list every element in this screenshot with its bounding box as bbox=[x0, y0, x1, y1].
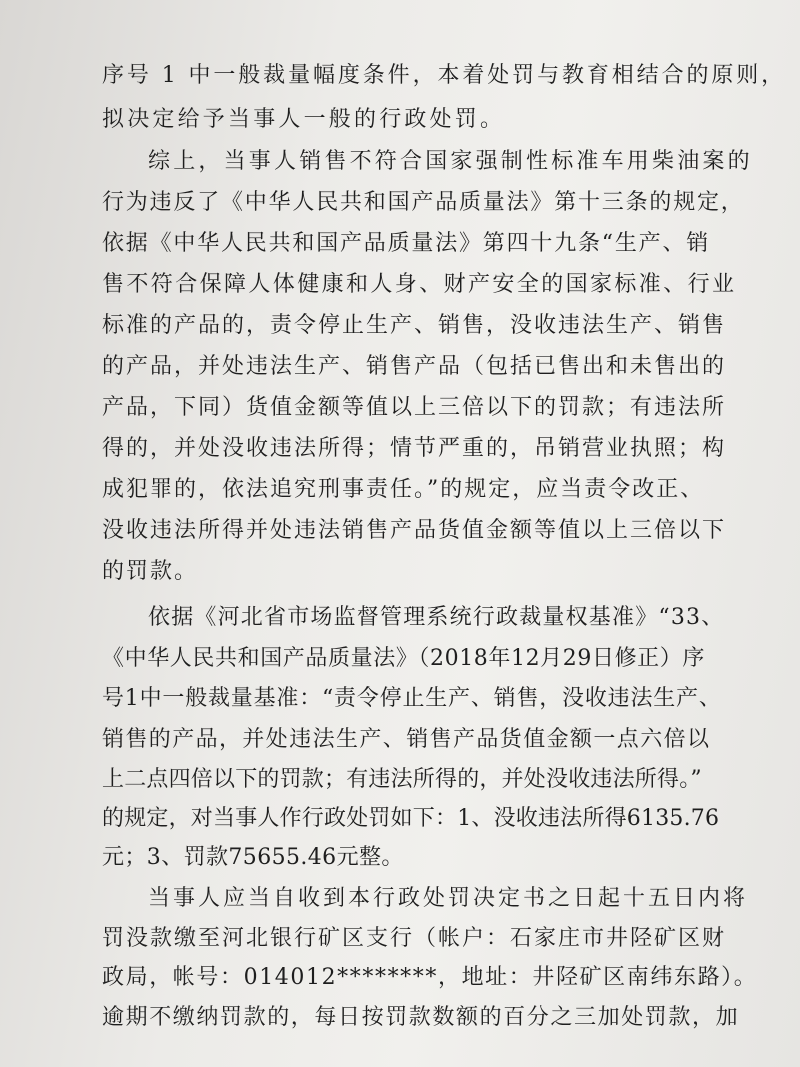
text-line: 没收违法所得并处违法销售产品货值金额等值以上三倍以下 bbox=[102, 518, 727, 543]
text-line: 的罚款。 bbox=[102, 559, 199, 584]
text-line: 依据《中华人民共和国产品质量法》第四十九条“生产、销 bbox=[102, 231, 711, 256]
text-line: 行为违反了《中华人民共和国产品质量法》第十三条的规定， bbox=[102, 190, 745, 215]
text-line: 产品，下同）货值金额等值以上三倍以下的罚款；有违法所 bbox=[102, 395, 727, 420]
text-line: 罚没款缴至河北银行矿区支行（帐户：石家庄市井陉矿区财 bbox=[102, 926, 727, 951]
text-line: 标准的产品的，责令停止生产、销售，没收违法生产、销售 bbox=[102, 313, 727, 338]
text-line: 依据《河北省市场监督管理系统行政裁量权基准》“33、 bbox=[148, 605, 725, 630]
text-line: 的产品，并处违法生产、销售产品（包括已售出和未售出的 bbox=[102, 354, 727, 379]
text-line: 的规定，对当事人作行政处罚如下：1、没收违法所得6135.76 bbox=[102, 806, 720, 831]
text-line: 逾期不缴纳罚款的，每日按罚款数额的百分之三加处罚款，加 bbox=[102, 1005, 740, 1030]
text-line: 综上，当事人销售不符合国家强制性标准车用柴油案的 bbox=[148, 149, 753, 174]
text-line: 销售的产品，并处违法生产、销售产品货值金额一点六倍以 bbox=[102, 727, 711, 752]
text-line: 序号 1 中一般裁量幅度条件，本着处罚与教育相结合的原则， bbox=[102, 63, 787, 88]
text-line: 售不符合保障人体健康和人身、财产安全的国家标准、行业 bbox=[102, 272, 737, 297]
text-line: 拟决定给予当事人一般的行政处罚。 bbox=[102, 107, 506, 132]
text-line: 号1中一般裁量基准：“责令停止生产、销售，没收违法生产、 bbox=[102, 686, 722, 711]
text-line: 得的，并处没收违法所得；情节严重的，吊销营业执照；构 bbox=[102, 436, 727, 461]
text-line: 《中华人民共和国产品质量法》（2018年12月29日修正）序 bbox=[102, 646, 705, 671]
text-line: 成犯罪的，依法追究刑事责任。”的规定，应当责令改正、 bbox=[102, 477, 705, 502]
text-line: 当事人应当自收到本行政处罚决定书之日起十五日内将 bbox=[148, 886, 749, 911]
text-line: 政局，帐号：014012********，地址：井陉矿区南纬东路）。 bbox=[102, 965, 758, 990]
text-line: 元；3、罚款75655.46元整。 bbox=[102, 845, 404, 870]
text-line: 上二点四倍以下的罚款；有违法所得的，并处没收违法所得。” bbox=[102, 767, 702, 792]
